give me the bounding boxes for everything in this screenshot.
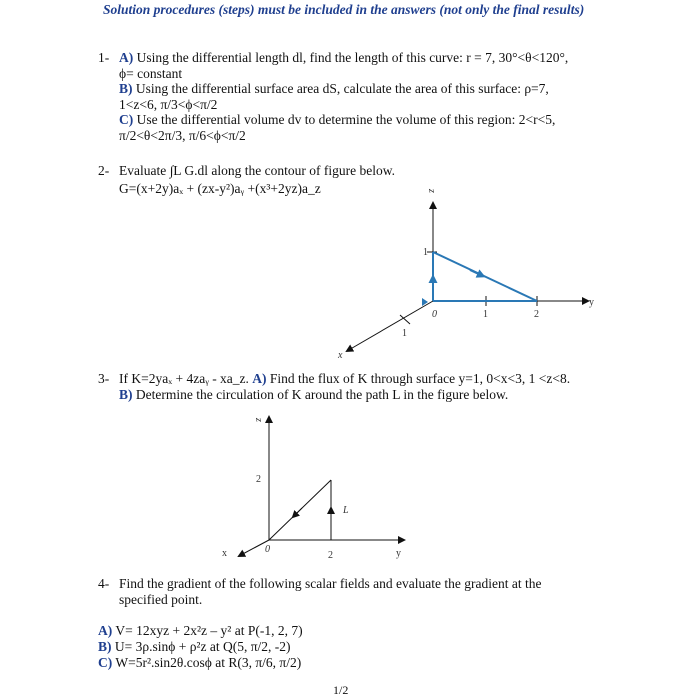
q1-c-text: Use the differential volume dv to determine the volume of this region: 2<r<5, (136, 112, 556, 127)
q1-a-text: Using the differential length dl, find the length of this curve: r = 7, 30°<θ<120°, (136, 50, 569, 65)
q4-c-text: W=5r².sin2θ.cosϕ at R(3, π/6, π/2) (115, 655, 302, 670)
q3-b-label: B) (119, 387, 133, 402)
z-tick-label-1: 1 (423, 247, 428, 258)
q3-number: 3- (98, 371, 110, 386)
fig2-z-label: z (253, 418, 264, 422)
y-tick-label-2: 2 (534, 309, 539, 320)
q1-b-text2: 1<z<6, π/3<ϕ<π/2 (119, 97, 218, 112)
q4-part-a (98, 623, 303, 639)
instructions-header: Solution procedures (steps) must be included in the answers (not only the final results) (103, 2, 585, 17)
q1-b-label: B) (119, 81, 133, 96)
y-tick-label-1: 1 (483, 309, 488, 320)
q4-c-label: C) (98, 655, 113, 670)
x-axis-label: x (338, 350, 343, 361)
q2-text: Evaluate ∫L G.dl along the contour of figure below. (119, 163, 395, 178)
q1-a-text2: ϕ= constant (119, 66, 183, 81)
q3-a-label: A) (252, 371, 267, 386)
q4-a-label: A) (98, 623, 113, 638)
q1-c-text2: π/2<θ<2π/3, π/6<ϕ<π/2 (119, 128, 246, 143)
fig2-z-tick-2: 2 (256, 474, 261, 485)
page-number: 1/2 (333, 683, 349, 697)
q3-intro: If K=2yaₓ + 4zaᵧ - xa_z. (119, 371, 249, 386)
z-axis-label: z (426, 189, 437, 193)
q4-a-text: V= 12xyz + 2x²z – y² at P(-1, 2, 7) (115, 623, 303, 638)
q2-field: G=(x+2y)aₓ + (zx-y²)aᵧ +(x³+2yz)a_z (119, 181, 321, 196)
origin-label: 0 (432, 309, 437, 320)
q2-number: 2- (98, 163, 110, 178)
q4-b-text: U= 3ρ.sinϕ + ρ²z at Q(5, π/2, -2) (114, 639, 291, 654)
q3-b-text: Determine the circulation of K around the path L in the figure below. (135, 387, 509, 402)
fig2-x-label: x (222, 548, 227, 559)
q4-part-c (98, 655, 301, 671)
fig2-y-tick-2: 2 (328, 550, 333, 561)
q1-number: 1- (98, 50, 110, 65)
q4-text2: specified point. (119, 592, 203, 607)
q4-number: 4- (98, 576, 110, 591)
x-tick-label-1: 1 (402, 328, 407, 339)
q3-a-text: Find the flux of K through surface y=1, 0<x<3, 1 <z<8. (269, 371, 571, 386)
q4-text: Find the gradient of the following scalar fields and evaluate the gradient at the (119, 576, 542, 591)
fig2-y-label: y (396, 548, 401, 559)
q1-b-text: Using the differential surface area dS, calculate the area of this surface: ρ=7, (135, 81, 549, 96)
fig2-path-label-L: L (343, 505, 349, 516)
fig2-arrow-diagonal (293, 508, 302, 517)
q1-a-label: A) (119, 50, 134, 65)
fig2-origin-label: 0 (265, 544, 270, 555)
q4-b-label: B) (98, 639, 112, 654)
q4-part-b (98, 639, 291, 655)
q1-c-label: C) (119, 112, 134, 127)
y-axis-label: y (589, 297, 594, 308)
